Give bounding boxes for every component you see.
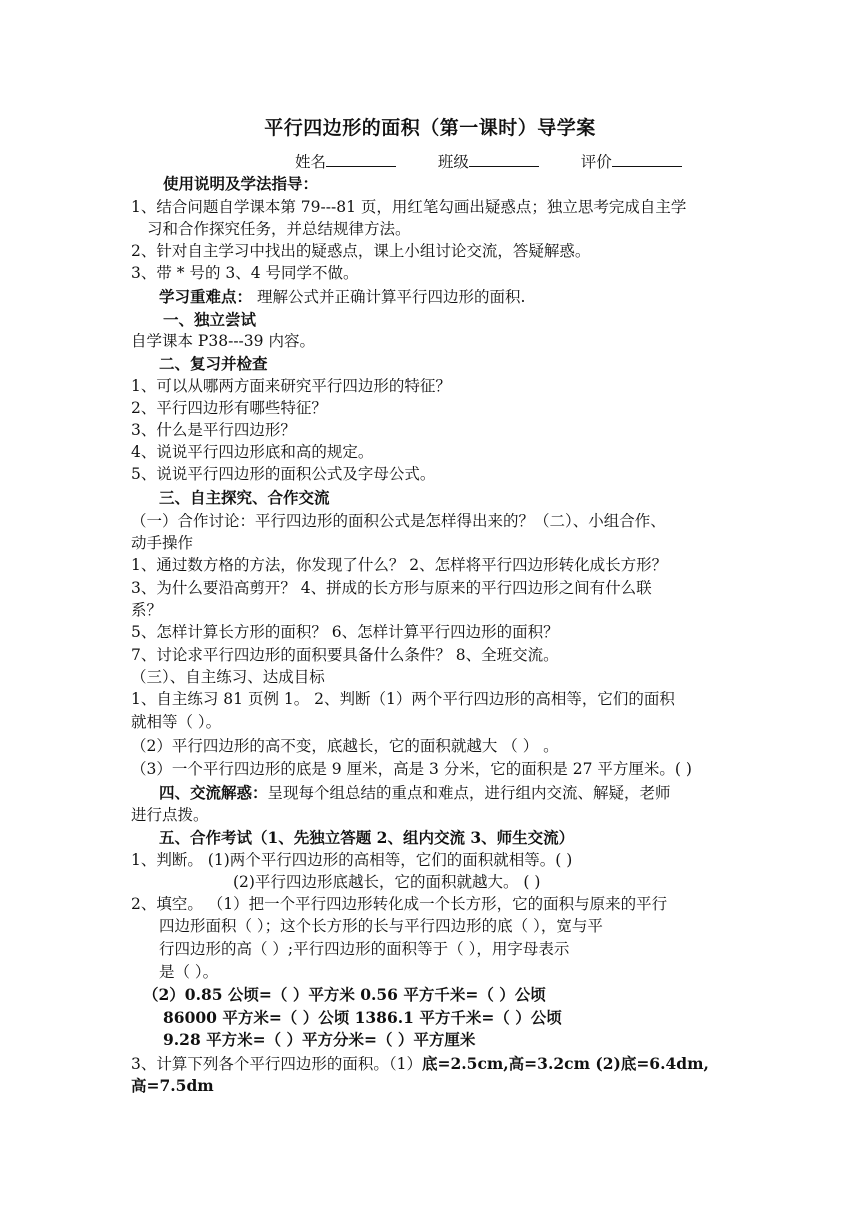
review-item: 5、说说平行四边形的面积公式及字母公式。 [131,465,436,483]
explore-line: 动手操作 [131,534,194,552]
judge-line: 1、判断。 (1)两个平行四边形的高相等，它们的面积就相等。( ) [131,851,573,869]
unit-line: 86000 平方米=（ ）公顷 1386.1 平方千米=（ ）公顷 [163,1008,562,1027]
review-item: 2、平行四边形有哪些特征？ [131,399,327,417]
calc-line [131,1053,731,1075]
fill-line: 行四边形的高（ ）;平行四边形的面积等于（ ），用字母表示 [159,940,570,958]
key-points [159,286,759,308]
explore-line: （2）平行四边形的高不变，底越长，它的面积就越大 （ ） 。 [131,737,559,755]
fill-line: 是（ ）。 [159,963,219,981]
grade-blank [612,150,682,167]
usage-line: 2、针对自主学习中找出的疑惑点，课上小组讨论交流，答疑解惑。 [131,242,591,260]
explore-line: 1、通过数方格的方法，你发现了什么？ 2、怎样将平行四边形转化成长方形？ [131,556,668,574]
explore-line: 7、讨论求平行四边形的面积要具备什么条件？ 8、全班交流。 [131,646,559,664]
explore-line: 3、为什么要沿高剪开？ 4、拼成的长方形与原来的平行四边形之间有什么联 [131,579,652,597]
class-label: 班级 [437,153,469,171]
page-title: 平行四边形的面积（第一课时）导学案 [264,117,596,139]
name-label: 姓名 [295,153,327,171]
unit-line: 9.28 平方米=（ ）平方分米=（ ）平方厘米 [163,1030,476,1049]
section-4-title: 四、交流解惑： [159,783,268,802]
explore-line: （3）一个平行四边形的底是 9 厘米，高是 3 分米，它的面积是 27 平方厘米。( ) [131,760,692,778]
calc-line-2: 高=7.5dm [131,1076,214,1095]
explore-line: 系？ [131,601,163,619]
section-4-line [159,782,759,804]
section-5-title: 五、合作考试（1、先独立答题 2、组内交流 3、师生交流） [159,828,575,847]
explore-line: 1、自主练习 81 页例 1。 2、判断（1）两个平行四边形的高相等，它们的面积 [131,690,675,708]
review-item: 4、说说平行四边形底和高的规定。 [131,443,374,461]
explore-line: 就相等（ ）。 [131,713,222,731]
explore-line: （三）、自主练习、达成目标 [131,668,325,686]
section-2-title: 二、复习并检查 [159,354,268,373]
student-info-row [295,150,860,173]
grade-label: 评价 [580,153,612,171]
usage-line: 习和合作探究任务，并总结规律方法。 [147,220,411,238]
usage-line: 3、带 * 号的 3、4 号同学不做。 [131,264,359,282]
section-3-title: 三、自主探究、合作交流 [159,488,330,507]
calc-intro: 3、计算下列各个平行四边形的面积。（1） [131,1055,422,1073]
usage-line: 1、结合问题自学课本第 79---81 页，用红笔勾画出疑惑点；独立思考完成自主学 [131,198,687,216]
section-4-text-2: 进行点拨。 [131,806,209,824]
name-blank [326,150,396,167]
key-text: 理解公式并正确计算平行四边形的面积. [252,288,526,306]
judge-line: (2)平行四边形底越长，它的面积就越大。 ( ) [233,873,541,891]
key-label: 学习重难点： [159,287,253,306]
explore-line: 5、怎样计算长方形的面积？ 6、怎样计算平行四边形的面积？ [131,623,559,641]
unit-line: （2）0.85 公顷=（ ）平方米 0.56 平方千米=（ ）公顷 [143,985,546,1004]
section-1-text: 自学课本 P38---39 内容。 [131,332,315,350]
review-item: 3、什么是平行四边形？ [131,421,296,439]
section-4-text: 呈现每个组总结的重点和难点，进行组内交流、解疑，老师 [267,784,671,802]
class-blank [469,150,539,167]
calc-values: 底=2.5cm,高=3.2cm (2)底=6.4dm, [421,1054,709,1073]
fill-line: 四边形面积（ ）；这个长方形的长与平行四边形的底（ ），宽与平 [159,917,603,935]
review-item: 1、可以从哪两方面来研究平行四边形的特征？ [131,377,451,395]
fill-line: 2、填空。 （1）把一个平行四边形转化成一个长方形，它的面积与原来的平行 [131,895,668,913]
usage-title: 使用说明及学法指导： [163,174,319,193]
explore-line: （一）合作讨论：平行四边形的面积公式是怎样得出来的？（二）、小组合作、 [131,512,666,530]
section-1-title: 一、独立尝试 [163,310,257,329]
